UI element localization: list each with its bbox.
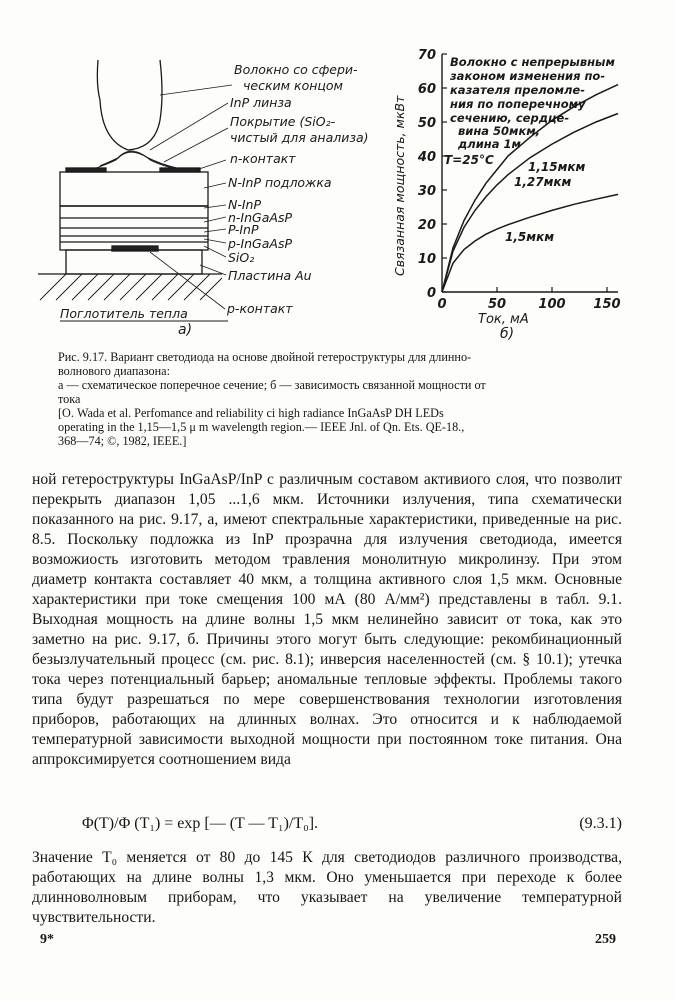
figure-svg — [0, 0, 675, 350]
chart-title-line: сечению, сердце- — [450, 111, 570, 125]
heat-sink-hatching — [40, 274, 222, 300]
chart-title-line: Волокно с непрерывным — [450, 55, 615, 69]
caption-line: operating in the 1,15—1,5 μ m wavelength region.— IEEE Jnl. of Qn. Ets. QE-18., — [58, 420, 465, 434]
x-tick-label: 150 — [593, 297, 621, 312]
label-au-plate: Пластина Au — [228, 268, 312, 283]
equation-number: (9.3.1) — [579, 815, 622, 832]
x-tick-label: 100 — [538, 297, 566, 312]
equation-formula: Φ(T)/Φ (T₁) = exp [— (T — T₁)/T₀]. — [82, 815, 319, 832]
series-label: 1,5мкм — [505, 230, 555, 244]
label-coating-2: чистый для анализа) — [230, 130, 369, 145]
body-paragraph-2 — [32, 848, 622, 928]
label-p-inp: P-InP — [228, 222, 259, 237]
x-tick-label: 50 — [487, 297, 507, 312]
series-label: 1,15мкм — [528, 160, 586, 174]
equation-9-3-1 — [32, 815, 622, 837]
label-substrate: N-InP подложка — [228, 175, 332, 190]
y-tick-label: 70 — [417, 48, 436, 63]
y-tick-label: 10 — [417, 252, 436, 267]
label-n-contact: n-контакт — [230, 151, 296, 166]
label-n-inp: N-InP — [228, 197, 262, 212]
chart-title-line: законом изменения по- — [450, 69, 606, 83]
chart-title-line: казателя преломле- — [450, 83, 585, 97]
y-tick-label: 20 — [417, 218, 436, 233]
paragraph-text: Значение T₀ меняется от 80 до 145 К для светодиодов различного производства, работающих на длине волны 1,3 мкм. Оно уменьшается при переходе к более длинноволновым приборам, что указывает на увеличение температурной чувствительности. — [32, 849, 622, 926]
page-number: 259 — [595, 932, 616, 947]
leader-lines — [150, 85, 232, 309]
label-fiber-2: ческим концом — [243, 78, 343, 93]
chart-title-line: вина 50мкм, — [458, 124, 541, 138]
figure-caption — [58, 350, 633, 448]
caption-line: [О. Wada et al. Perfomance and reliability ci high radiance InGaAsP DH LEDs — [58, 406, 444, 420]
chart-xlabel: Ток, мА — [478, 312, 529, 327]
chart-ylabel: Связанная мощность, мкВт — [392, 95, 407, 276]
chart-title-line: длина 1м — [458, 137, 521, 151]
label-n-ingaasp: n-InGaAsP — [228, 210, 292, 225]
label-p-ingaasp: p-InGaAsP — [228, 236, 293, 251]
label-sio2: SiO₂ — [228, 250, 255, 265]
substrate-block — [60, 172, 208, 206]
body-paragraph-1 — [32, 470, 622, 770]
chart-title — [449, 55, 615, 151]
caption-line: а — схематическое поперечное сечение; б — зависимость связанной мощности от — [58, 378, 486, 392]
caption-line: волнового диапазона: — [58, 364, 170, 378]
caption-line: 368—74; ©, 1982, IEEE.] — [58, 434, 187, 448]
label-coating: Покрытие (SiO₂- — [230, 114, 336, 129]
panel-a-labels — [60, 62, 369, 338]
led-cross-section — [38, 60, 232, 309]
y-tick-label: 0 — [426, 286, 436, 301]
caption-line: Рис. 9.17. Вариант светодиода на основе двойной гетероструктуры для длинно- — [58, 350, 472, 364]
fiber-shape — [97, 60, 162, 150]
y-tick-label: 60 — [417, 82, 436, 97]
label-fiber: Волокно со сфери- — [234, 62, 358, 77]
y-tick-label: 40 — [417, 150, 436, 165]
y-tick-label: 30 — [417, 184, 436, 199]
x-tick-label: 0 — [437, 297, 447, 312]
chart-annotation-temperature: T=25°C — [444, 153, 494, 167]
paragraph-text: ной гетероструктуры InGaAsP/InP с различным составом активиого слоя, что позволит перекрыть диапазон 1,05 ...1,6 мкм. Источники излучения, типа схематически показанного на рис. 9.17, а, имеют спектральные характеристики, приведенные на рис. 8.5. Поскольку подложка из InP прозрачна для излучения светодиода, имеется возможиость изготовить методом травления монолитную микролинзу. При этом диаметр контакта составляет 40 мкм, а толщина активного слоя 1,5 мкм. Основные характеристики при токе смещения 100 мА (80 А/мм²) представлены в табл. 9.1. Выходная мощность на длине волны 1,5 мкм нелинейно зависит от тока, как это заметно на рис. 9.17, б. Причины этого могут быть следующие: рекомбинационный безызлучательный процесс (см. рис. 8.1); инверсия населенностей (см. § 10.1); утечка тока через потенциальный барьер; аномальные тепловые эффекты. Проблемы такого типа будут разрешаться по мере совершенствования технологии изготовления приборов, работающих на длинных волнах. Это относится и к наблюдаемой температурной зависимости выходной мощности при постоянном токе питания. Она аппроксимируется соотношением вида — [32, 471, 622, 768]
au-plate — [66, 250, 202, 274]
signature-mark: 9* — [40, 932, 54, 947]
caption-line: тока — [58, 392, 81, 406]
label-heat-sink: Поглотитель тепла — [60, 306, 188, 321]
panel-b-label: б) — [500, 326, 515, 342]
label-p-contact: p-контакт — [227, 301, 293, 316]
chart-title-line: ния по поперечному — [450, 97, 586, 111]
series-label: 1,27мкм — [514, 175, 572, 189]
figure-9-17 — [0, 0, 675, 350]
label-lens: InP линза — [230, 95, 292, 110]
y-tick-label: 50 — [417, 116, 436, 131]
chart-panel — [392, 48, 621, 342]
panel-a-label: а) — [178, 322, 193, 338]
